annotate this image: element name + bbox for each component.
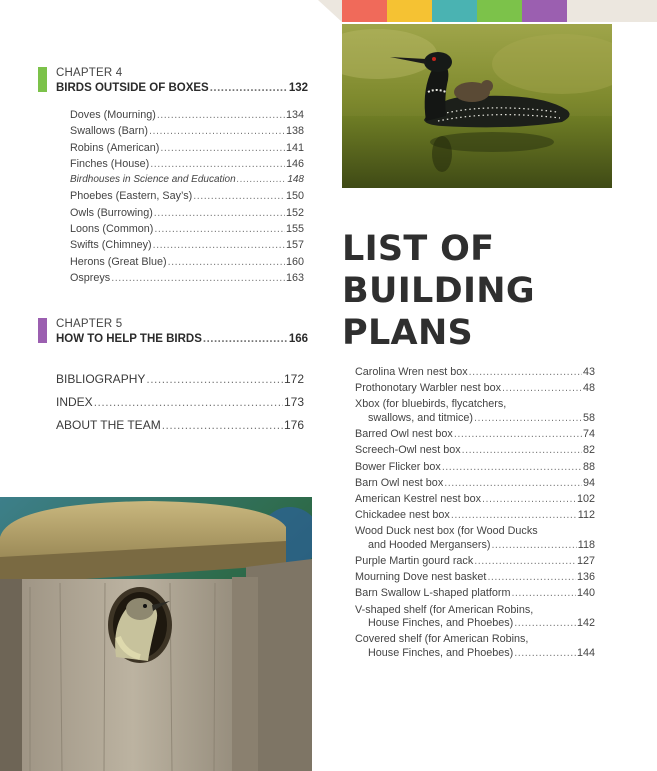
leader-dots: [511, 587, 576, 601]
plan-page: 127: [576, 555, 595, 568]
toc-entry-title: Owls (Burrowing): [70, 206, 153, 219]
toc-entry-page: 160: [285, 255, 304, 268]
leader-dots: [160, 142, 285, 154]
leader-dots: [150, 158, 285, 170]
plan-page: 118: [577, 538, 595, 551]
plan-title-line: Xbox (for bluebirds, flycatchers,: [355, 398, 507, 411]
toc-entry-row[interactable]: [70, 158, 304, 174]
plan-page: 140: [576, 587, 595, 600]
toc-entry-title: Herons (Great Blue): [70, 255, 167, 268]
toc-entry-page: 155: [285, 223, 304, 236]
leader-dots: [111, 272, 285, 284]
chapter-5-title-row[interactable]: [56, 333, 308, 345]
leader-dots: [444, 477, 582, 491]
leader-dots: [154, 223, 285, 235]
toc-entry-page: 148: [287, 174, 304, 186]
plan-row: [355, 428, 595, 442]
toc-entry-row[interactable]: [70, 142, 304, 158]
plan-title: Barn Owl nest box: [355, 476, 444, 489]
plan-title: Bower Flicker box: [355, 460, 441, 473]
backmatter-entry-title: BIBLIOGRAPHY: [56, 372, 146, 386]
plan-page: 88: [582, 460, 595, 473]
toc-entry-page: 141: [285, 141, 304, 154]
leader-dots: [203, 333, 288, 345]
chapter-4-accent-bar: [38, 67, 47, 92]
backmatter-entry-row[interactable]: [56, 418, 304, 441]
plan-row: [355, 493, 595, 507]
toc-entry-page: 134: [285, 109, 304, 121]
toc-entry-row[interactable]: [70, 174, 304, 190]
leader-dots: [162, 418, 283, 432]
toc-entry-row[interactable]: [70, 256, 304, 272]
plan-item[interactable]: [355, 398, 595, 425]
strip-swatch-yellow: [387, 0, 432, 22]
plan-title: House Finches, and Phoebes): [368, 617, 514, 630]
plan-item[interactable]: [355, 428, 595, 442]
plan-title: Prothonotary Warbler nest box: [355, 382, 502, 395]
toc-entry-title: Ospreys: [70, 271, 111, 284]
leader-dots: [442, 461, 582, 475]
plan-title: Barn Swallow L-shaped platform: [355, 587, 511, 600]
leader-dots: [491, 539, 576, 553]
toc-entry-title: Finches (House): [70, 157, 150, 170]
plan-title: Carolina Wren nest box: [355, 366, 468, 378]
plan-title: swallows, and titmice): [368, 411, 474, 424]
leader-dots: [157, 109, 285, 121]
toc-entry-title: Swifts (Chimney): [70, 239, 152, 252]
backmatter-entry-page: 172: [283, 372, 304, 386]
toc-entry-row[interactable]: [70, 190, 304, 206]
plan-page: 142: [576, 617, 595, 630]
strip-swatch-red: [342, 0, 387, 22]
toc-entry-row[interactable]: [70, 125, 304, 141]
plan-row: [355, 587, 595, 601]
plan-title: American Kestrel nest box: [355, 492, 482, 505]
toc-entry-page: 152: [285, 206, 304, 219]
toc-entry-row[interactable]: [70, 223, 304, 239]
strip-swatch-teal: [432, 0, 477, 22]
toc-entry-title: Swallows (Barn): [70, 125, 148, 138]
leader-dots: [454, 428, 582, 442]
loon-photo: [342, 24, 612, 188]
strip-corner: [318, 0, 342, 22]
plan-title: Screech-Owl nest box: [355, 444, 461, 457]
plan-title: Chickadee nest box: [355, 509, 450, 522]
leader-dots: [514, 617, 576, 631]
toc-entry-page: 146: [285, 157, 304, 170]
leader-dots: [193, 190, 285, 202]
leader-dots: [168, 256, 285, 268]
backmatter-entry-title: ABOUT THE TEAM: [56, 418, 161, 432]
toc-entry-row[interactable]: [70, 239, 304, 255]
chapter-4-page: 132: [288, 82, 308, 94]
backmatter-entry-page: 173: [283, 395, 304, 409]
toc-entry-title: Robins (American): [70, 141, 160, 154]
plan-row: [355, 382, 595, 396]
plan-page: 102: [576, 492, 595, 505]
plan-title: Purple Martin gourd rack: [355, 555, 474, 568]
chapter-5-page: 166: [288, 333, 308, 345]
plan-title-line: Wood Duck nest box (for Wood Ducks: [355, 525, 538, 538]
plan-title-line: Covered shelf (for American Robins,: [355, 633, 529, 646]
toc-entry-row[interactable]: [70, 207, 304, 223]
toc-entry-page: 138: [285, 125, 304, 138]
plan-row: [355, 444, 595, 458]
plan-row: [355, 555, 595, 569]
toc-entry-page: 163: [285, 271, 304, 284]
toc-entry-title: Loons (Common): [70, 223, 154, 236]
plan-page: 43: [582, 366, 595, 378]
leader-dots: [94, 395, 283, 409]
plan-row: [355, 539, 595, 553]
plan-title-line: V-shaped shelf (for American Robins,: [355, 603, 534, 616]
leader-dots: [149, 125, 285, 137]
plan-page: 58: [582, 411, 595, 424]
plans-heading: [342, 228, 642, 354]
plan-page: 112: [577, 509, 595, 522]
backmatter-entry-page: 176: [283, 418, 304, 432]
leader-dots: [474, 412, 582, 426]
plan-item[interactable]: [355, 525, 595, 552]
plan-item[interactable]: [355, 555, 595, 569]
toc-entry-title: Birdhouses in Science and Education: [70, 174, 236, 186]
plan-item[interactable]: [355, 444, 595, 458]
leader-dots: [482, 493, 576, 507]
leader-dots: [451, 509, 577, 523]
leader-dots: [154, 207, 285, 219]
plan-item[interactable]: [355, 509, 595, 523]
plan-row: [355, 647, 595, 661]
plan-page: 144: [576, 647, 595, 659]
leader-dots: [153, 239, 285, 251]
plans-list: [355, 366, 595, 663]
toc-entry-row[interactable]: [70, 272, 304, 288]
backmatter-entry-row[interactable]: [56, 372, 304, 395]
plan-item[interactable]: [355, 461, 595, 475]
plans-heading-line: BUILDING: [342, 271, 535, 311]
plan-item[interactable]: [355, 477, 595, 491]
birdhouse-photo: [0, 497, 312, 771]
plan-item[interactable]: [355, 587, 595, 601]
chapter-4-label: CHAPTER 4: [56, 67, 123, 79]
plan-title: and Hooded Mergansers): [368, 538, 491, 551]
plan-page: 74: [582, 428, 595, 441]
plan-item[interactable]: [355, 493, 595, 507]
plan-page: 82: [582, 444, 595, 457]
plan-title: Mourning Dove nest basket: [355, 571, 487, 584]
toc-entry-title: Phoebes (Eastern, Say’s): [70, 190, 193, 203]
plan-title: House Finches, and Phoebes): [368, 647, 514, 659]
plan-row: [355, 366, 595, 380]
plan-row: [355, 509, 595, 523]
chapter-5-heading: [38, 318, 308, 348]
leader-dots: [487, 571, 576, 585]
strip-swatch-green: [477, 0, 522, 22]
chapter-5-title: HOW TO HELP THE BIRDS: [56, 333, 202, 345]
leader-dots: [469, 366, 582, 380]
toc-entry-page: 150: [285, 190, 304, 203]
plan-page: 136: [576, 571, 595, 584]
chapter-4-entries: [70, 109, 304, 288]
plan-row: [355, 461, 595, 475]
strip-swatch-beige: [567, 0, 657, 22]
toc-entry-page: 157: [285, 239, 304, 252]
plan-page: 94: [582, 476, 595, 489]
plan-row: [355, 477, 595, 491]
chapter-4-title: BIRDS OUTSIDE OF BOXES: [56, 82, 209, 94]
color-strip: [0, 0, 657, 22]
plan-item[interactable]: [355, 382, 595, 396]
chapter-5-label: CHAPTER 5: [56, 318, 123, 330]
plan-item[interactable]: [355, 366, 595, 380]
plans-heading-line: LIST OF: [342, 229, 495, 269]
leader-dots: [237, 174, 287, 185]
leader-dots: [146, 372, 283, 386]
toc-entry-title: Doves (Mourning): [70, 109, 156, 121]
plan-row: [355, 571, 595, 585]
plan-item[interactable]: [355, 604, 595, 631]
toc-entry-row[interactable]: [70, 109, 304, 125]
chapter-5-accent-bar: [38, 318, 47, 343]
chapter-4-heading: [38, 67, 308, 97]
plan-row: [355, 617, 595, 631]
leader-dots: [210, 82, 288, 94]
backmatter-entry-row[interactable]: [56, 395, 304, 418]
leader-dots: [474, 555, 576, 569]
backmatter-list: [56, 372, 304, 441]
chapter-4-title-row[interactable]: [56, 82, 308, 94]
strip-swatch-purple: [522, 0, 567, 22]
plan-row: [355, 412, 595, 426]
leader-dots: [462, 444, 582, 458]
plan-item[interactable]: [355, 633, 595, 660]
plan-title: Barred Owl nest box: [355, 428, 453, 441]
plan-page: 48: [582, 382, 595, 395]
plan-item[interactable]: [355, 571, 595, 585]
plans-heading-line: PLANS: [342, 313, 474, 353]
leader-dots: [502, 382, 582, 396]
leader-dots: [514, 647, 576, 661]
backmatter-entry-title: INDEX: [56, 395, 93, 409]
